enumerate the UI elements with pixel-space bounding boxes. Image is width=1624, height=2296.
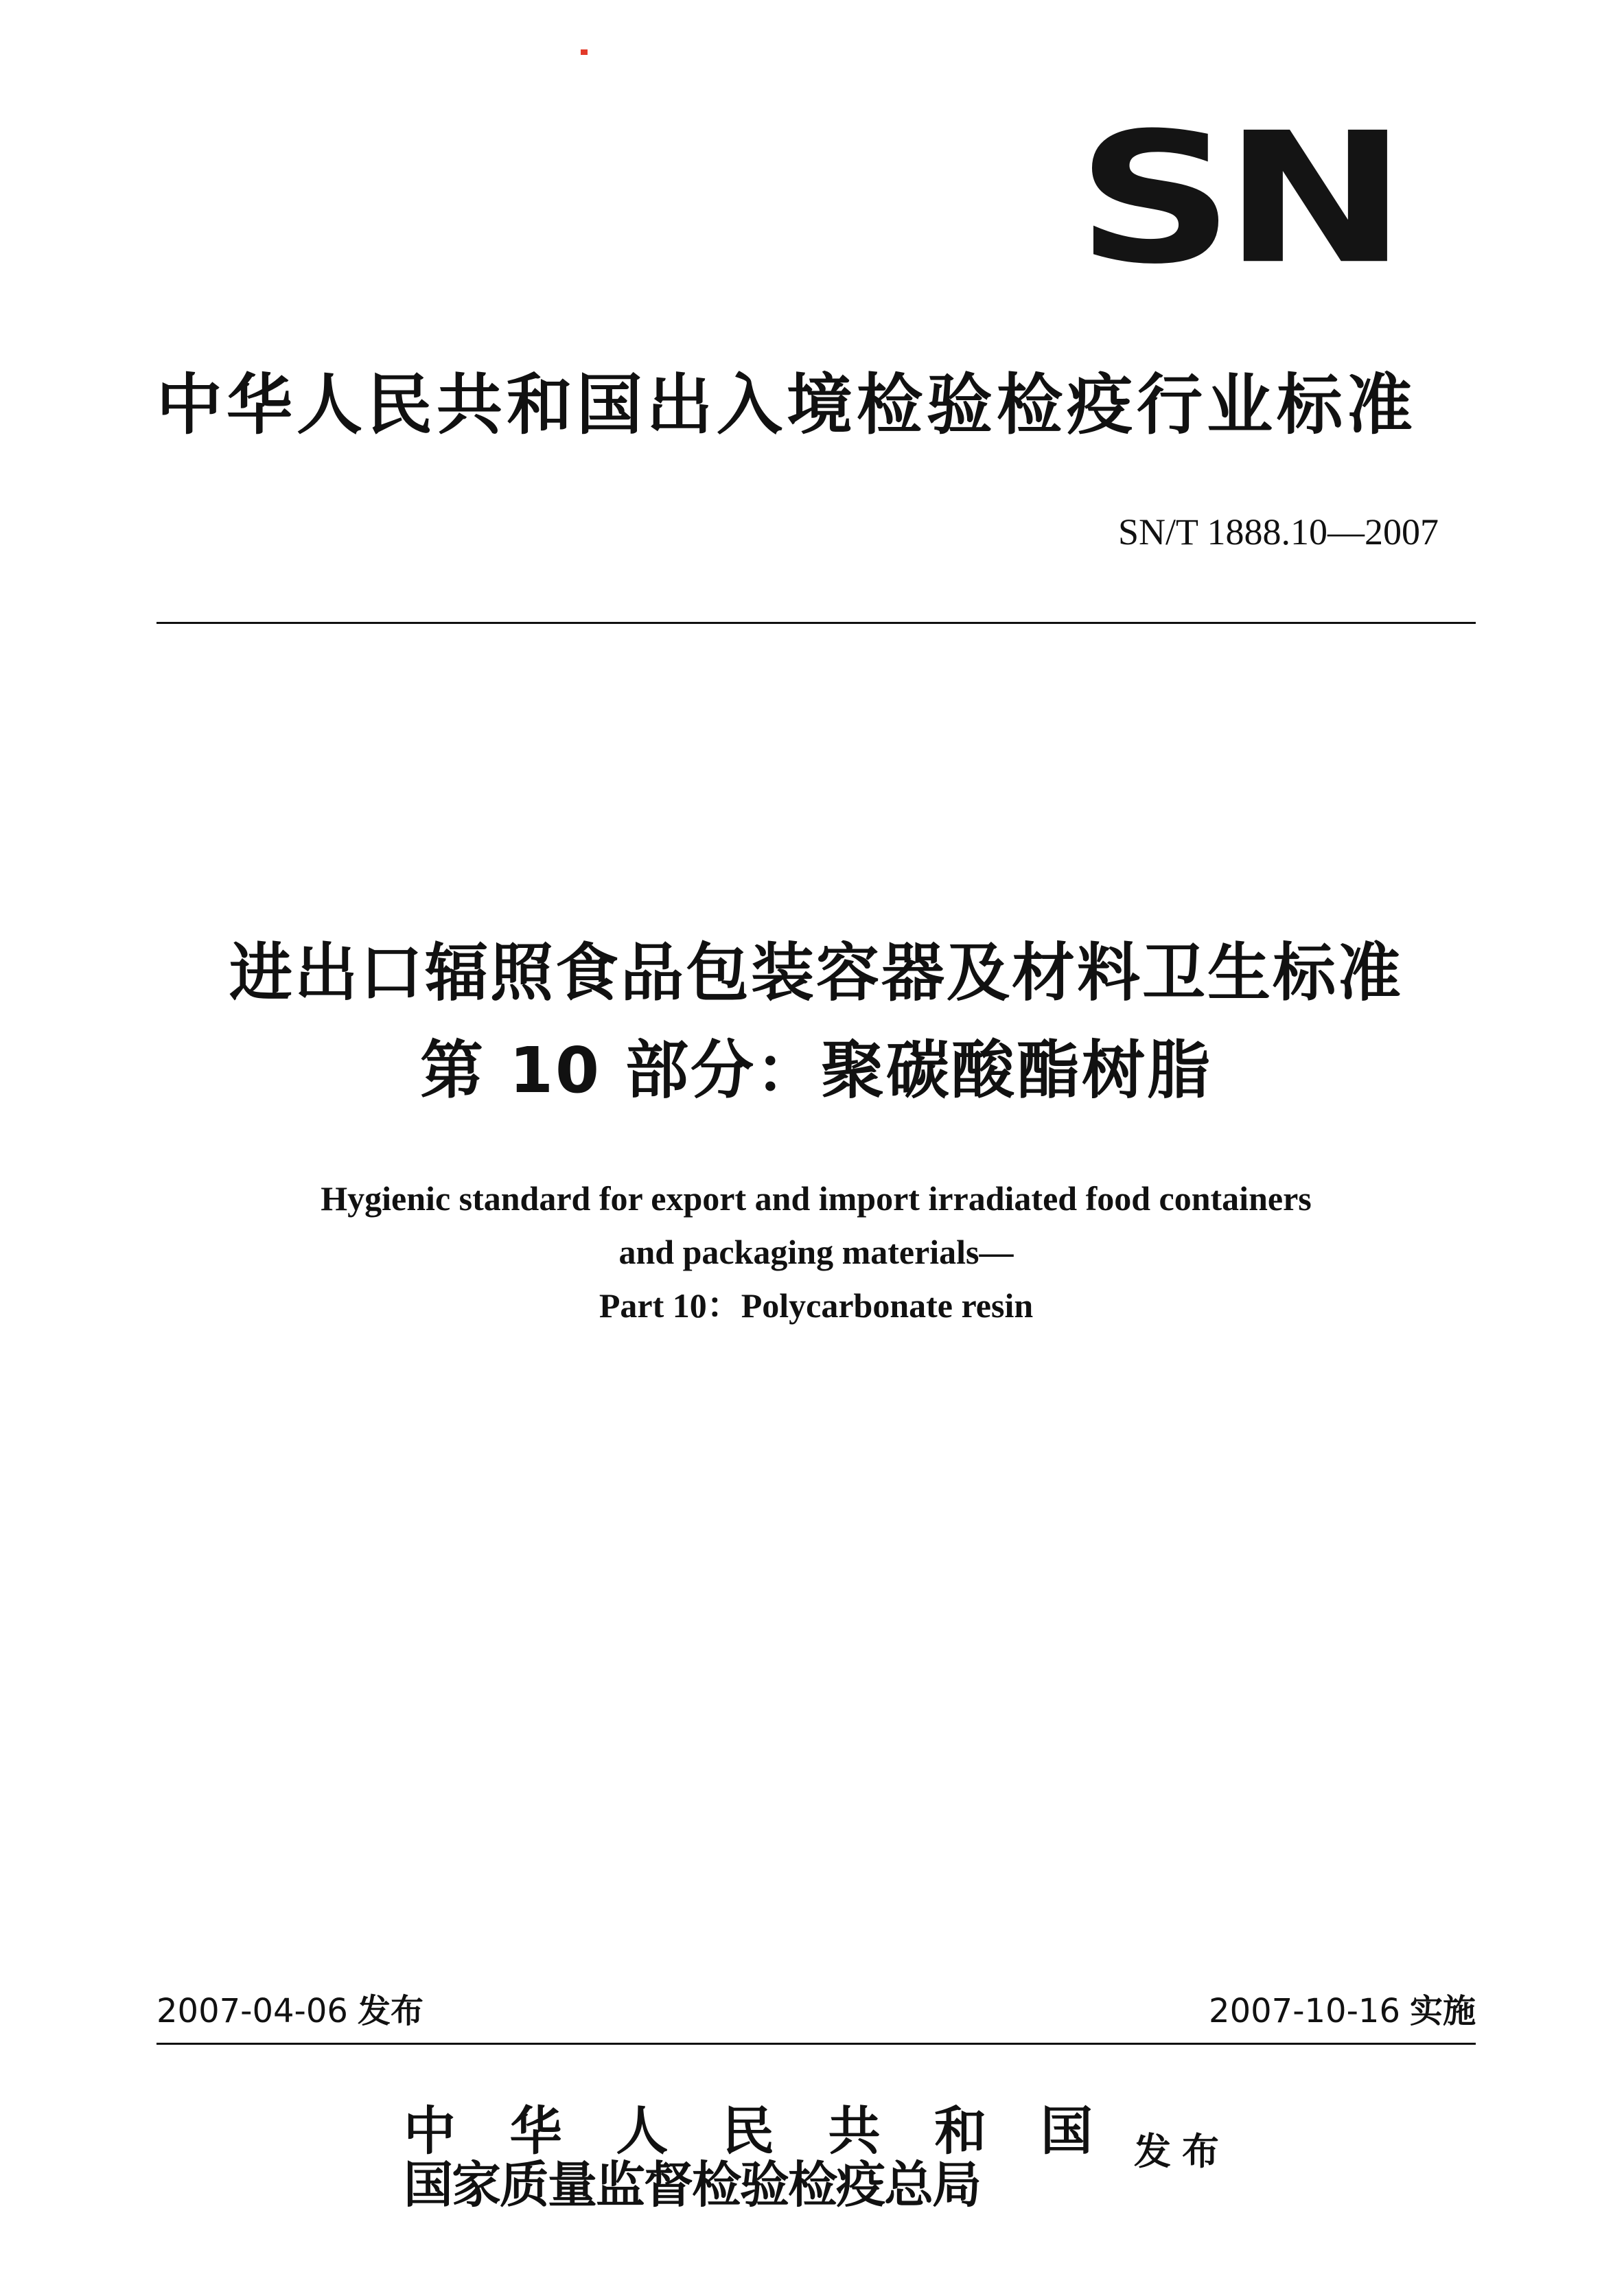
publisher-line2: 国家质量监督检验检疫总局	[404, 2155, 981, 2214]
implementation-word: 实施	[1409, 1992, 1476, 2030]
issue-date-block	[156, 1989, 424, 2033]
publisher-char: 华	[509, 2100, 562, 2161]
sn-logo: SN	[1076, 94, 1397, 304]
publisher-line1	[404, 2102, 1093, 2161]
title-cn-line1: 进出口辐照食品包装容器及材料卫生标准	[229, 936, 1403, 1010]
red-mark	[581, 49, 588, 55]
implementation-date: 2007-10-16	[1209, 1992, 1400, 2030]
publisher-char: 和	[934, 2100, 987, 2161]
publisher-char: 中	[404, 2100, 456, 2161]
publisher-verb: 发布	[1134, 2130, 1230, 2173]
title-cn-line2: 第 10 部分：聚碳酸酯树脂	[419, 1034, 1213, 1107]
title-en-line1: Hygienic standard for export and import irradiated food containers	[321, 1179, 1312, 1218]
standard-number: SN/T 1888.10—2007	[1117, 511, 1439, 553]
title-en-line3: Part 10：Polycarbonate resin	[599, 1286, 1034, 1325]
issue-word: 发布	[357, 1992, 424, 2030]
publisher-char: 民	[721, 2100, 774, 2161]
publisher-char: 人	[616, 2100, 669, 2161]
title-en-line2: and packaging materials—	[618, 1233, 1014, 1271]
top-rule	[156, 622, 1476, 624]
implementation-date-block	[1209, 1989, 1476, 2033]
issue-date: 2007-04-06	[156, 1992, 348, 2030]
publisher-char: 共	[828, 2100, 881, 2161]
header-title: 中华人民共和国出入境检验检疫行业标准	[156, 367, 1417, 443]
bottom-rule	[156, 2043, 1476, 2045]
publisher-char: 国	[1040, 2100, 1093, 2161]
